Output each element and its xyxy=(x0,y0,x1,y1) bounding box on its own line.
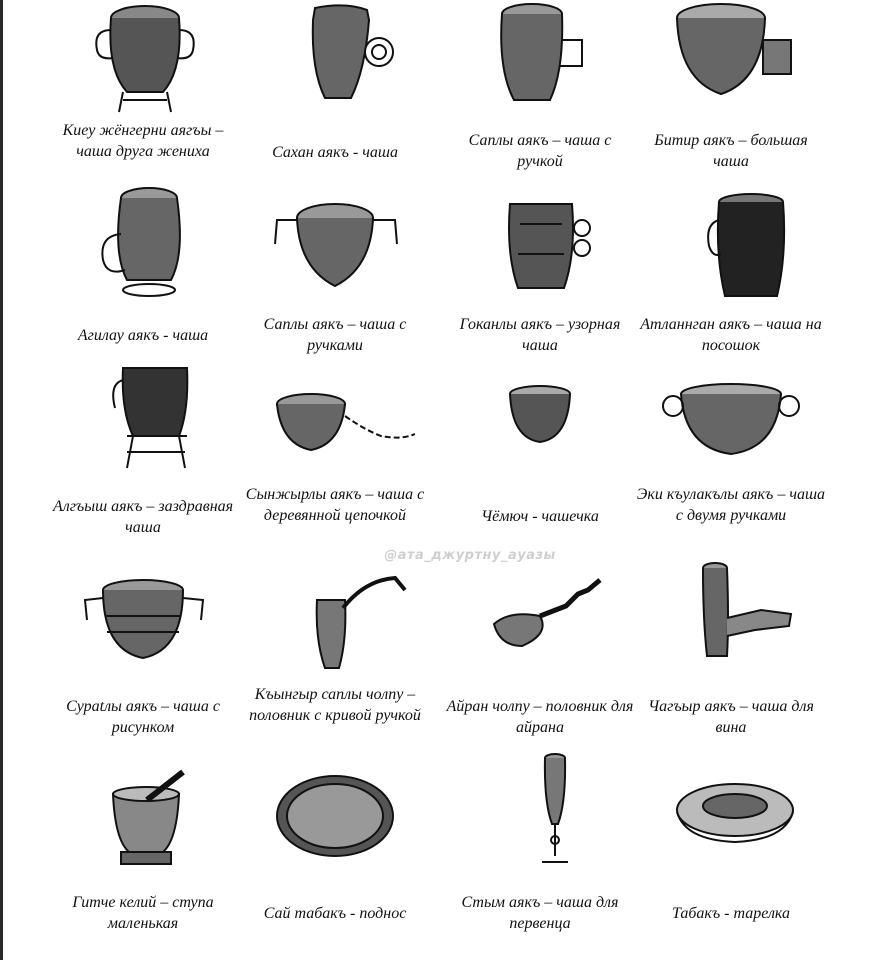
bowl-with-chain-icon xyxy=(255,360,415,478)
ladle-icon xyxy=(460,560,620,678)
goblet-icon xyxy=(460,752,620,870)
caption-text: Чёмюч - чашечка xyxy=(481,508,599,525)
caption-text: Саплы аякъ – чаша с ручками xyxy=(263,316,407,354)
tray-icon xyxy=(255,760,415,878)
caption-text: Сынжырлы аякъ – чаша с деревянной цепочкой xyxy=(245,486,425,524)
caption-text: Эки къулакълы аякъ – чаша с двумя ручками xyxy=(636,486,826,524)
caption-text: Атланнган аякъ – чаша на посошок xyxy=(640,316,822,354)
caption-text: Гитче келий – ступа маленькая xyxy=(72,894,214,932)
caption-text: Сураtлы аякъ – чаша с рисунком xyxy=(66,698,220,736)
patterned-mug-icon xyxy=(460,184,620,302)
left-edge-line xyxy=(0,0,3,960)
caption-text: Алгъыш аякъ – заздравная чаша xyxy=(52,498,234,536)
cup-on-base-icon xyxy=(63,184,223,302)
dark-mug-icon xyxy=(651,184,811,302)
caption-text: Айран чолпу – половник для айрана xyxy=(446,698,634,736)
large-bowl-icon xyxy=(651,0,811,118)
mortar-pestle-icon xyxy=(63,760,223,878)
watermark: @ата_джуртну_ауазы xyxy=(384,548,556,563)
caption-text: Табакъ - тарелка xyxy=(672,905,790,922)
curved-ladle-icon xyxy=(255,560,415,678)
cup-with-ring-handle-icon xyxy=(255,0,415,118)
cup-with-two-handles-icon xyxy=(255,184,415,302)
small-bowl-icon xyxy=(460,360,620,478)
caption-text: Агилау аякъ - чаша xyxy=(77,327,209,344)
caption-text: Стым аякъ – чаша для первенца xyxy=(461,894,619,932)
caption-text: Киеу жёнгерни аягъы – чаша друга жениха xyxy=(62,122,224,160)
decorated-bowl-icon xyxy=(63,560,223,678)
two-handled-bowl-icon xyxy=(651,360,811,478)
cup-on-stand-icon xyxy=(63,0,223,118)
caption-text: Чагъыр аякъ – чаша для вина xyxy=(648,698,814,736)
caption-text: Битир аякъ – большая чаша xyxy=(654,132,808,170)
caption-text: Саплы аякъ – чаша с ручкой xyxy=(468,132,612,170)
caption-text: Къынгыр саплы чолпу – половник с кривой ручкой xyxy=(249,686,421,724)
caption-text: Гоканлы аякъ – узорная чаша xyxy=(459,316,621,354)
caption-text: Сахан аякъ - чаша xyxy=(272,144,398,161)
caption-text: Сай табакъ - поднос xyxy=(263,905,407,922)
horn-cup-icon xyxy=(651,560,811,678)
cup-on-legs-icon xyxy=(63,360,223,478)
plate-icon xyxy=(651,760,811,878)
cup-with-handle-icon xyxy=(460,0,620,118)
